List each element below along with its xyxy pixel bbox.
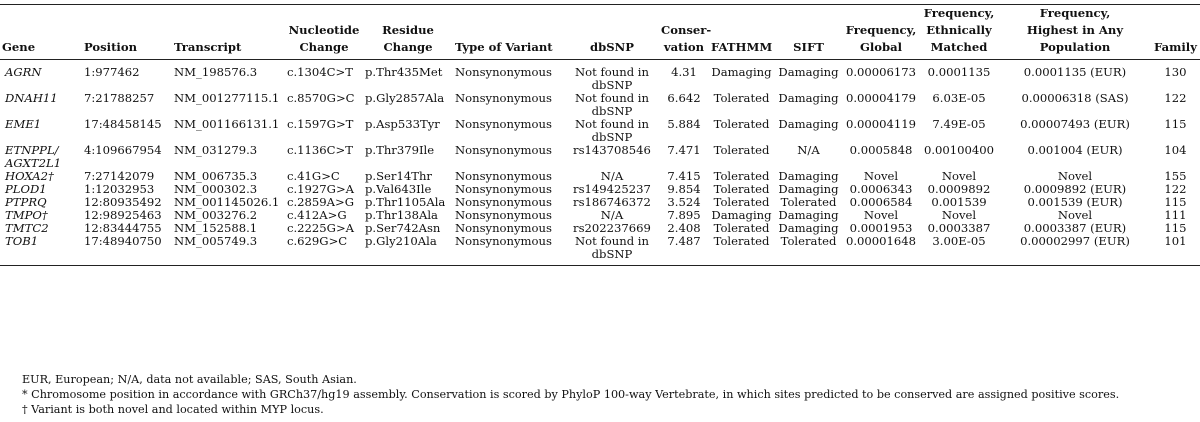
cell-frequency-global: 0.00004179 <box>845 91 917 105</box>
cell-conservation: 7.471 <box>667 143 701 157</box>
cell-residue-change: p.Gly2857Ala <box>365 91 445 105</box>
cell-transcript: NM_006735.3 <box>174 169 258 183</box>
cell-gene: DNAH11 <box>5 91 58 105</box>
cell-fathmm: Tolerated <box>713 195 770 209</box>
cell-family: 115 <box>1164 221 1187 235</box>
cell-position: 1:977462 <box>84 65 140 79</box>
cell-family: 155 <box>1164 169 1187 183</box>
cell-gene: HOXA2† <box>5 169 54 183</box>
header-dbsnp: dbSNP <box>565 5 659 60</box>
cell-frequency-highest: 0.0003387 (EUR) <box>1023 221 1127 235</box>
cell-frequency-highest: 0.00007493 (EUR) <box>1020 117 1130 131</box>
cell-variant-type: Nonsynonymous <box>455 91 552 105</box>
cell-family: 122 <box>1164 91 1187 105</box>
cell-position: 17:48940750 <box>82 235 172 266</box>
cell-family: 111 <box>1164 208 1187 222</box>
footnote-novel-variant: † Variant is both novel and located within MYP locus. <box>22 403 324 416</box>
cell-dbsnp: N/A <box>600 208 624 222</box>
cell-dbsnp: rs149425237 <box>573 182 651 196</box>
cell-residue-change: p.Asp533Tyr <box>365 117 440 131</box>
cell-family: 115 <box>1164 195 1187 209</box>
cell-frequency-ethnic: 3.00E-05 <box>919 235 999 266</box>
cell-residue-change: p.Ser742Asn <box>365 221 441 235</box>
cell-variant-type: Nonsynonymous <box>455 117 552 131</box>
cell-family: 122 <box>1164 182 1187 196</box>
cell-transcript: NM_003276.2 <box>174 208 258 222</box>
cell-nucleotide-change: c.1304C>T <box>287 65 354 79</box>
cell-variant-type: Nonsynonymous <box>455 182 552 196</box>
cell-frequency-global: 0.00001648 <box>843 235 919 266</box>
cell-residue-change: p.Thr435Met <box>365 65 443 79</box>
header-frequency-highest: Frequency, Highest in Any Population <box>999 5 1151 60</box>
cell-fathmm: Tolerated <box>713 143 770 157</box>
cell-frequency-highest: 0.001539 (EUR) <box>1027 195 1123 209</box>
cell-nucleotide-change: c.8570G>C <box>287 91 355 105</box>
cell-frequency-highest: Novel <box>1057 169 1093 183</box>
abbreviations-note: EUR, European; N/A, data not available; SAS, South Asian. <box>22 373 357 386</box>
cell-fathmm: Damaging <box>711 208 772 222</box>
header-residue-change: Residue Change <box>363 5 453 60</box>
header-gene: Gene <box>0 5 82 60</box>
header-transcript: Transcript <box>172 5 285 60</box>
cell-position: 12:83444755 <box>84 221 162 235</box>
cell-sift: Tolerated <box>774 235 843 266</box>
cell-sift: Damaging <box>778 91 839 105</box>
footnote-position: * Chromosome position in accordance with GRCh37/hg19 assembly. Conservation is scored by PhyloP 100-way Vertebrate, in which sites predicted to be conserved are assigned positive scores. <box>22 388 1120 401</box>
cell-frequency-global: 0.0006584 <box>849 195 913 209</box>
cell-frequency-global: 0.0001953 <box>849 221 913 235</box>
cell-gene: TMTC2 <box>5 221 49 235</box>
cell-gene: TOB1 <box>0 235 82 266</box>
cell-sift: Tolerated <box>780 195 837 209</box>
cell-fathmm: Tolerated <box>713 182 770 196</box>
cell-family: 115 <box>1164 117 1187 131</box>
cell-dbsnp: Not found in dbSNP <box>575 117 649 144</box>
cell-frequency-ethnic: 0.0003387 <box>927 221 991 235</box>
cell-frequency-highest: 0.00006318 (SAS) <box>1021 91 1129 105</box>
cell-gene: PTPRQ <box>5 195 47 209</box>
cell-transcript: NM_198576.3 <box>174 65 258 79</box>
cell-position: 7:21788257 <box>84 91 155 105</box>
cell-nucleotide-change: c.1927G>A <box>287 182 355 196</box>
cell-fathmm: Tolerated <box>713 169 770 183</box>
cell-family: 101 <box>1151 235 1200 266</box>
header-frequency-global: Frequency, Global <box>843 5 919 60</box>
cell-variant-type: Nonsynonymous <box>455 143 552 157</box>
cell-frequency-ethnic: Novel <box>941 208 977 222</box>
cell-family: 130 <box>1164 65 1187 79</box>
cell-nucleotide-change: c.629G>C <box>285 235 363 266</box>
cell-variant-type: Nonsynonymous <box>455 169 552 183</box>
cell-nucleotide-change: c.1597G>T <box>287 117 354 131</box>
header-nucleotide-change: Nucleotide Change <box>285 5 363 60</box>
cell-gene: EME1 <box>5 117 42 131</box>
cell-residue-change: p.Val643Ile <box>365 182 432 196</box>
table-row <box>0 144 1200 170</box>
table-body <box>0 60 1200 266</box>
cell-position: 7:27142079 <box>84 169 155 183</box>
cell-dbsnp: Not found in dbSNP <box>575 65 649 92</box>
cell-gene: ETNPPL/ AGXT2L1 <box>5 143 62 170</box>
cell-frequency-ethnic: 7.49E-05 <box>932 117 986 131</box>
cell-variant-type: Nonsynonymous <box>455 221 552 235</box>
cell-frequency-ethnic: 0.001539 <box>931 195 987 209</box>
cell-conservation: 7.415 <box>667 169 701 183</box>
cell-frequency-highest: 0.001004 (EUR) <box>1027 143 1123 157</box>
cell-conservation: 4.31 <box>671 65 697 79</box>
cell-gene: AGRN <box>5 65 42 79</box>
header-frequency-ethnic: Frequency, Ethnically Matched <box>919 5 999 60</box>
header-variant-type: Type of Variant <box>453 5 565 60</box>
cell-nucleotide-change: c.2225G>A <box>287 221 355 235</box>
cell-frequency-ethnic: 0.00100400 <box>923 143 995 157</box>
cell-sift: Damaging <box>778 117 839 131</box>
cell-gene: PLOD1 <box>5 182 47 196</box>
cell-transcript: NM_001166131.1 <box>174 117 280 131</box>
cell-dbsnp: rs202237669 <box>573 221 651 235</box>
cell-position: 12:80935492 <box>84 195 162 209</box>
cell-sift: Damaging <box>778 208 839 222</box>
cell-frequency-global: 0.0005848 <box>849 143 913 157</box>
table-row <box>0 235 1200 266</box>
cell-residue-change: p.Thr379Ile <box>365 143 435 157</box>
header-position: Position <box>82 5 172 60</box>
cell-frequency-global: 0.00004119 <box>845 117 917 131</box>
cell-sift: Damaging <box>778 65 839 79</box>
cell-frequency-ethnic: Novel <box>941 169 977 183</box>
cell-conservation: 5.884 <box>667 117 701 131</box>
cell-nucleotide-change: c.41G>C <box>287 169 340 183</box>
header-conservation: Conser- vation <box>659 5 709 60</box>
cell-sift: Damaging <box>778 221 839 235</box>
cell-variant-type: Nonsynonymous <box>455 195 552 209</box>
variant-table <box>0 4 1200 266</box>
table-header-row <box>0 5 1200 60</box>
cell-sift: Damaging <box>778 169 839 183</box>
cell-conservation: 7.487 <box>659 235 709 266</box>
cell-fathmm: Tolerated <box>709 235 774 266</box>
cell-variant-type: Nonsynonymous <box>453 235 565 266</box>
cell-conservation: 7.895 <box>667 208 701 222</box>
cell-nucleotide-change: c.2859A>G <box>287 195 355 209</box>
cell-dbsnp: rs143708546 <box>573 143 651 157</box>
cell-dbsnp: Not found in dbSNP <box>575 91 649 118</box>
cell-fathmm: Damaging <box>711 65 772 79</box>
cell-dbsnp: rs186746372 <box>573 195 651 209</box>
header-sift: SIFT <box>774 5 843 60</box>
cell-frequency-highest: Novel <box>1057 208 1093 222</box>
header-fathmm: FATHMM <box>709 5 774 60</box>
cell-dbsnp: Not found in dbSNP <box>565 235 659 266</box>
cell-variant-type: Nonsynonymous <box>455 65 552 79</box>
cell-frequency-highest: 0.0009892 (EUR) <box>1023 182 1127 196</box>
cell-gene: TMPO† <box>5 208 48 222</box>
cell-fathmm: Tolerated <box>713 221 770 235</box>
cell-transcript: NM_000302.3 <box>174 182 258 196</box>
cell-nucleotide-change: c.412A>G <box>287 208 347 222</box>
cell-transcript: NM_005749.3 <box>172 235 285 266</box>
cell-residue-change: p.Gly210Ala <box>363 235 453 266</box>
cell-frequency-global: Novel <box>863 169 899 183</box>
cell-frequency-global: 0.0006343 <box>849 182 913 196</box>
cell-transcript: NM_152588.1 <box>174 221 258 235</box>
cell-position: 4:109667954 <box>84 143 162 157</box>
table-notes <box>22 372 1198 417</box>
cell-conservation: 3.524 <box>667 195 701 209</box>
cell-frequency-ethnic: 6.03E-05 <box>932 91 986 105</box>
cell-transcript: NM_001277115.1 <box>174 91 280 105</box>
cell-conservation: 2.408 <box>667 221 701 235</box>
cell-conservation: 9.854 <box>667 182 701 196</box>
cell-frequency-highest: 0.00002997 (EUR) <box>999 235 1151 266</box>
cell-transcript: NM_031279.3 <box>174 143 258 157</box>
cell-conservation: 6.642 <box>667 91 701 105</box>
cell-dbsnp: N/A <box>600 169 624 183</box>
cell-nucleotide-change: c.1136C>T <box>287 143 354 157</box>
cell-family: 104 <box>1164 143 1187 157</box>
cell-fathmm: Tolerated <box>713 117 770 131</box>
cell-frequency-global: 0.00006173 <box>845 65 917 79</box>
cell-frequency-ethnic: 0.0009892 <box>927 182 991 196</box>
cell-sift: N/A <box>797 143 820 157</box>
cell-residue-change: p.Thr1105Ala <box>365 195 446 209</box>
cell-residue-change: p.Ser14Thr <box>365 169 432 183</box>
cell-frequency-global: Novel <box>863 208 899 222</box>
header-family: Family <box>1151 5 1200 60</box>
table-row <box>0 60 1200 93</box>
cell-residue-change: p.Thr138Ala <box>365 208 438 222</box>
cell-sift: Damaging <box>778 182 839 196</box>
cell-transcript: NM_001145026.1 <box>174 195 280 209</box>
cell-frequency-ethnic: 0.0001135 <box>927 65 991 79</box>
cell-position: 1:12032953 <box>84 182 155 196</box>
table-row <box>0 118 1200 144</box>
cell-frequency-highest: 0.0001135 (EUR) <box>1023 65 1127 79</box>
cell-position: 17:48458145 <box>84 117 162 131</box>
cell-fathmm: Tolerated <box>713 91 770 105</box>
cell-position: 12:98925463 <box>84 208 162 222</box>
cell-variant-type: Nonsynonymous <box>455 208 552 222</box>
table-row <box>0 92 1200 118</box>
